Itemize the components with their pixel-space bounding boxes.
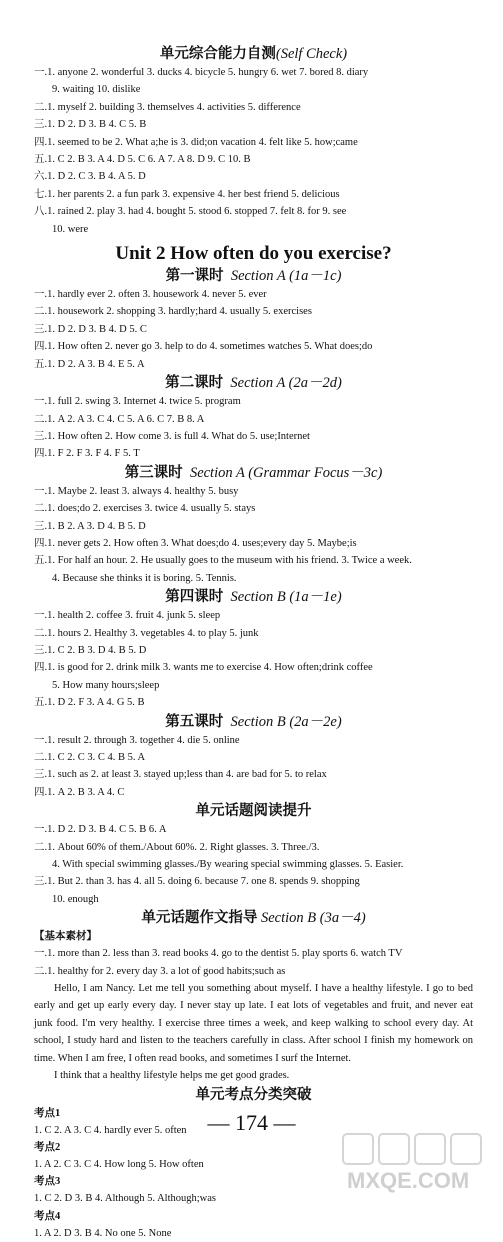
section-title-writing: 单元话题作文指导 Section B (3a－4) — [34, 908, 473, 928]
answer-line: 二.1. housework 2. shopping 3. hardly;hard 4. usually 5. exercises — [34, 303, 473, 320]
watermark-square — [343, 1134, 373, 1164]
answer-line: 一.1. more than 2. less than 3. read books 4. go to the dentist 5. play sports 6. watch TV — [34, 945, 473, 962]
answer-line: 四.1. is good for 2. drink milk 3. wants me to exercise 4. How often;drink coffee — [34, 659, 473, 676]
section-title-lesson-4: 第四课时 Section B (1a－1e) — [34, 587, 473, 607]
section-title-reading: 单元话题阅读提升 — [34, 801, 473, 821]
answer-line: 三.1. D 2. D 3. B 4. C 5. B — [34, 116, 473, 133]
self-check-answers — [34, 64, 473, 238]
answer-line: 1. C 2. A 3. C 4. hardly ever 5. often — [34, 1122, 473, 1139]
section-title-lesson-3: 第三课时 Section A (Grammar Focus－3c) — [34, 463, 473, 483]
watermark-square — [451, 1134, 481, 1164]
lesson-4-answers — [34, 607, 473, 711]
answer-line: 二.1. healthy for 2. every day 3. a lot of good habits;such as — [34, 963, 473, 980]
answer-line: 一.1. hardly ever 2. often 3. housework 4. never 5. ever — [34, 286, 473, 303]
section-title-self-check: 单元综合能力自测(Self Check) — [34, 44, 473, 64]
answer-line: 二.1. About 60% of them./About 60%. 2. Right glasses. 3. Three./3. — [34, 839, 473, 856]
section-title-lesson-2: 第二课时 Section A (2a－2d) — [34, 373, 473, 393]
answer-line: 一.1. D 2. D 3. B 4. C 5. B 6. A — [34, 821, 473, 838]
watermark-logo — [339, 1132, 489, 1194]
answer-line: 三.1. D 2. D 3. B 4. D 5. C — [34, 321, 473, 338]
answer-line: 四.1. How often 2. never go 3. help to do 4. sometimes watches 5. What does;do — [34, 338, 473, 355]
answer-line: 四.1. seemed to be 2. What a;he is 3. did;on vacation 4. felt like 5. how;came — [34, 134, 473, 151]
answer-line: 三.1. But 2. than 3. has 4. all 5. doing 6. because 7. one 8. spends 9. shopping — [34, 873, 473, 890]
section-title-lesson-5: 第五课时 Section B (2a－2e) — [34, 712, 473, 732]
answer-line: 六.1. D 2. C 3. B 4. A 5. D — [34, 168, 473, 185]
section-title-key-points: 单元考点分类突破 — [34, 1085, 473, 1105]
key-point-tag: 考点3 — [34, 1173, 473, 1190]
reading-answers — [34, 821, 473, 908]
answer-line: 二.1. myself 2. building 3. themselves 4. activities 5. difference — [34, 99, 473, 116]
answer-line: 一.1. result 2. through 3. together 4. die 5. online — [34, 732, 473, 749]
watermark-square — [379, 1134, 409, 1164]
watermark-square — [415, 1134, 445, 1164]
answer-line: 一.1. full 2. swing 3. Internet 4. twice 5. program — [34, 393, 473, 410]
answer-line: 四.1. F 2. F 3. F 4. F 5. T — [34, 445, 473, 462]
key-point-tag: 考点2 — [34, 1139, 473, 1156]
answer-line: 二.1. C 2. C 3. C 4. B 5. A — [34, 749, 473, 766]
answer-line: 一.1. Maybe 2. least 3. always 4. healthy 5. busy — [34, 483, 473, 500]
unit-title: Unit 2 How often do you exercise? — [34, 242, 473, 266]
lesson-1-answers — [34, 286, 473, 373]
key-point-tag: 考点4 — [34, 1208, 473, 1225]
answer-line: 1. C 2. D 3. B 4. Although 5. Although;was — [34, 1190, 473, 1207]
answer-line: 4. With special swimming glasses./By wearing special swimming glasses. 5. Easier. — [34, 856, 473, 873]
answer-line: 1. A 2. C 3. C 4. How long 5. How often — [34, 1156, 473, 1173]
sample-essay-paragraph: Hello, I am Nancy. Let me tell you something about myself. I have a healthy lifestyle. I go to bed early and get up early every day. I never stay up late. I eat lots of vegetables and fruit, and never eat junk food. I'm very healthy. I exercise three times a week, and keep walking to school every day. At school, I study hard and listen to the teachers carefully in class. After school I finish my homework on time. When I am free, I often read books, and sometimes I surf the Internet. — [34, 980, 473, 1067]
writing-section — [34, 928, 473, 1084]
sample-essay-paragraph: I think that a healthy lifestyle helps me get good grades. — [34, 1067, 473, 1084]
answer-line: 四.1. A 2. B 3. A 4. C — [34, 784, 473, 801]
answer-line: 五.1. D 2. F 3. A 4. G 5. B — [34, 694, 473, 711]
answer-line: 八.1. rained 2. play 3. had 4. bought 5. stood 6. stopped 7. felt 8. for 9. see — [34, 203, 473, 220]
answer-line: 七.1. her parents 2. a fun park 3. expensive 4. her best friend 5. delicious — [34, 186, 473, 203]
answer-line: 三.1. B 2. A 3. D 4. B 5. D — [34, 518, 473, 535]
answer-line: 五.1. C 2. B 3. A 4. D 5. C 6. A 7. A 8. D 9. C 10. B — [34, 151, 473, 168]
page-number: — 174 — — [0, 1108, 503, 1138]
answer-line: 二.1. does;do 2. exercises 3. twice 4. usually 5. stays — [34, 500, 473, 517]
answer-line: 五.1. For half an hour. 2. He usually goes to the museum with his friend. 3. Twice a week. — [34, 552, 473, 569]
answer-line: 9. waiting 10. dislike — [34, 81, 473, 98]
lesson-2-answers — [34, 393, 473, 463]
section-title-lesson-1: 第一课时 Section A (1a－1c) — [34, 266, 473, 286]
basic-material-tag: 【基本素材】 — [34, 928, 473, 945]
key-point-tag: 考点1 — [34, 1105, 473, 1122]
answer-line: 10. enough — [34, 891, 473, 908]
answer-line: 4. Because she thinks it is boring. 5. Tennis. — [34, 570, 473, 587]
answer-line: 三.1. How often 2. How come 3. is full 4. What do 5. use;Internet — [34, 428, 473, 445]
answer-line: 二.1. A 2. A 3. C 4. C 5. A 6. C 7. B 8. A — [34, 411, 473, 428]
watermark-text: MXQE.COM — [347, 1168, 469, 1193]
answer-line: 一.1. health 2. coffee 3. fruit 4. junk 5. sleep — [34, 607, 473, 624]
answer-line: 一.1. anyone 2. wonderful 3. ducks 4. bicycle 5. hungry 6. wet 7. bored 8. diary — [34, 64, 473, 81]
answer-line: 5. How many hours;sleep — [34, 677, 473, 694]
answer-line: 五.1. D 2. A 3. B 4. E 5. A — [34, 356, 473, 373]
answer-line: 三.1. such as 2. at least 3. stayed up;less than 4. are bad for 5. to relax — [34, 766, 473, 783]
answer-line: 1. A 2. D 3. B 4. No one 5. None — [34, 1225, 473, 1242]
answer-line: 三.1. C 2. B 3. D 4. B 5. D — [34, 642, 473, 659]
lesson-5-answers — [34, 732, 473, 802]
answer-line: 二.1. hours 2. Healthy 3. vegetables 4. to play 5. junk — [34, 625, 473, 642]
lesson-3-answers — [34, 483, 473, 587]
answer-line: 四.1. never gets 2. How often 3. What does;do 4. uses;every day 5. Maybe;is — [34, 535, 473, 552]
answer-line: 10. were — [34, 221, 473, 238]
